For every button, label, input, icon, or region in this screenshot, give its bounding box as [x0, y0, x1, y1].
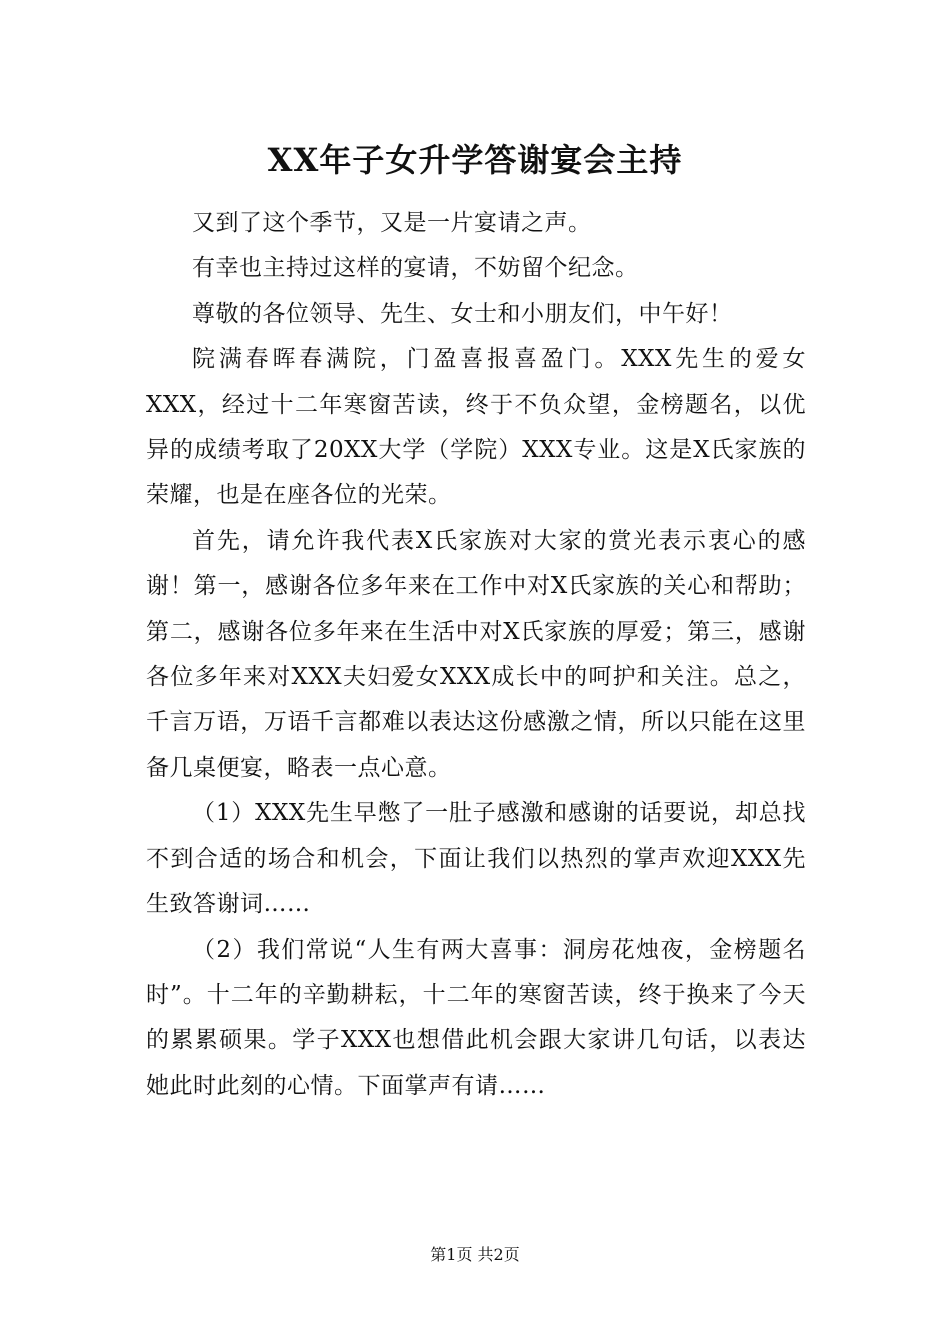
document-body	[146, 201, 806, 1109]
paragraph: 又到了这个季节，又是一片宴请之声。	[192, 210, 592, 236]
paragraph: 尊敬的各位领导、先生、女士和小朋友们，中午好！	[192, 300, 733, 327]
paragraph: （1）XXX先生早憋了一肚子感激和感谢的话要说，却总找不到合适的场合和机会，下面让我们以热烈的掌声欢迎XXX先生致答谢词……	[146, 800, 806, 918]
paragraph: 首先，请允许我代表X氏家族对大家的赏光表示衷心的感谢！第一，感谢各位多年来在工作中对X氏家族的关心和帮助；第二，感谢各位多年来在生活中对X氏家族的厚爱；第三，感谢各位多年来对XXX夫妇爱女XXX成长中的呵护和关注。总之，千言万语，万语千言都难以表达这份感激之情，所以只能在这里备几桌便宴，略表一点心意。	[146, 527, 806, 781]
page-number-label: 第1页 共2页	[430, 1245, 520, 1264]
page-footer	[0, 1244, 950, 1266]
paragraph: 有幸也主持过这样的宴请，不妨留个纪念。	[192, 255, 639, 282]
paragraph: （2）我们常说“人生有两大喜事：洞房花烛夜，金榜题名时”。十二年的辛勤耕耘，十二年的寒窗苦读，终于换来了今天的累累硕果。学子XXX也想借此机会跟大家讲几句话，以表达她此时此刻的心情。下面掌声有请……	[146, 936, 806, 1099]
paragraph: 院满春晖春满院，门盈喜报喜盈门。XXX先生的爱女XXX，经过十二年寒窗苦读，终于不负众望，金榜题名，以优异的成绩考取了20XX大学（学院）XXX专业。这是X氏家族的荣耀，也是在座各位的光荣。	[146, 346, 806, 509]
document-title: XX年子女升学答谢宴会主持	[267, 141, 683, 179]
